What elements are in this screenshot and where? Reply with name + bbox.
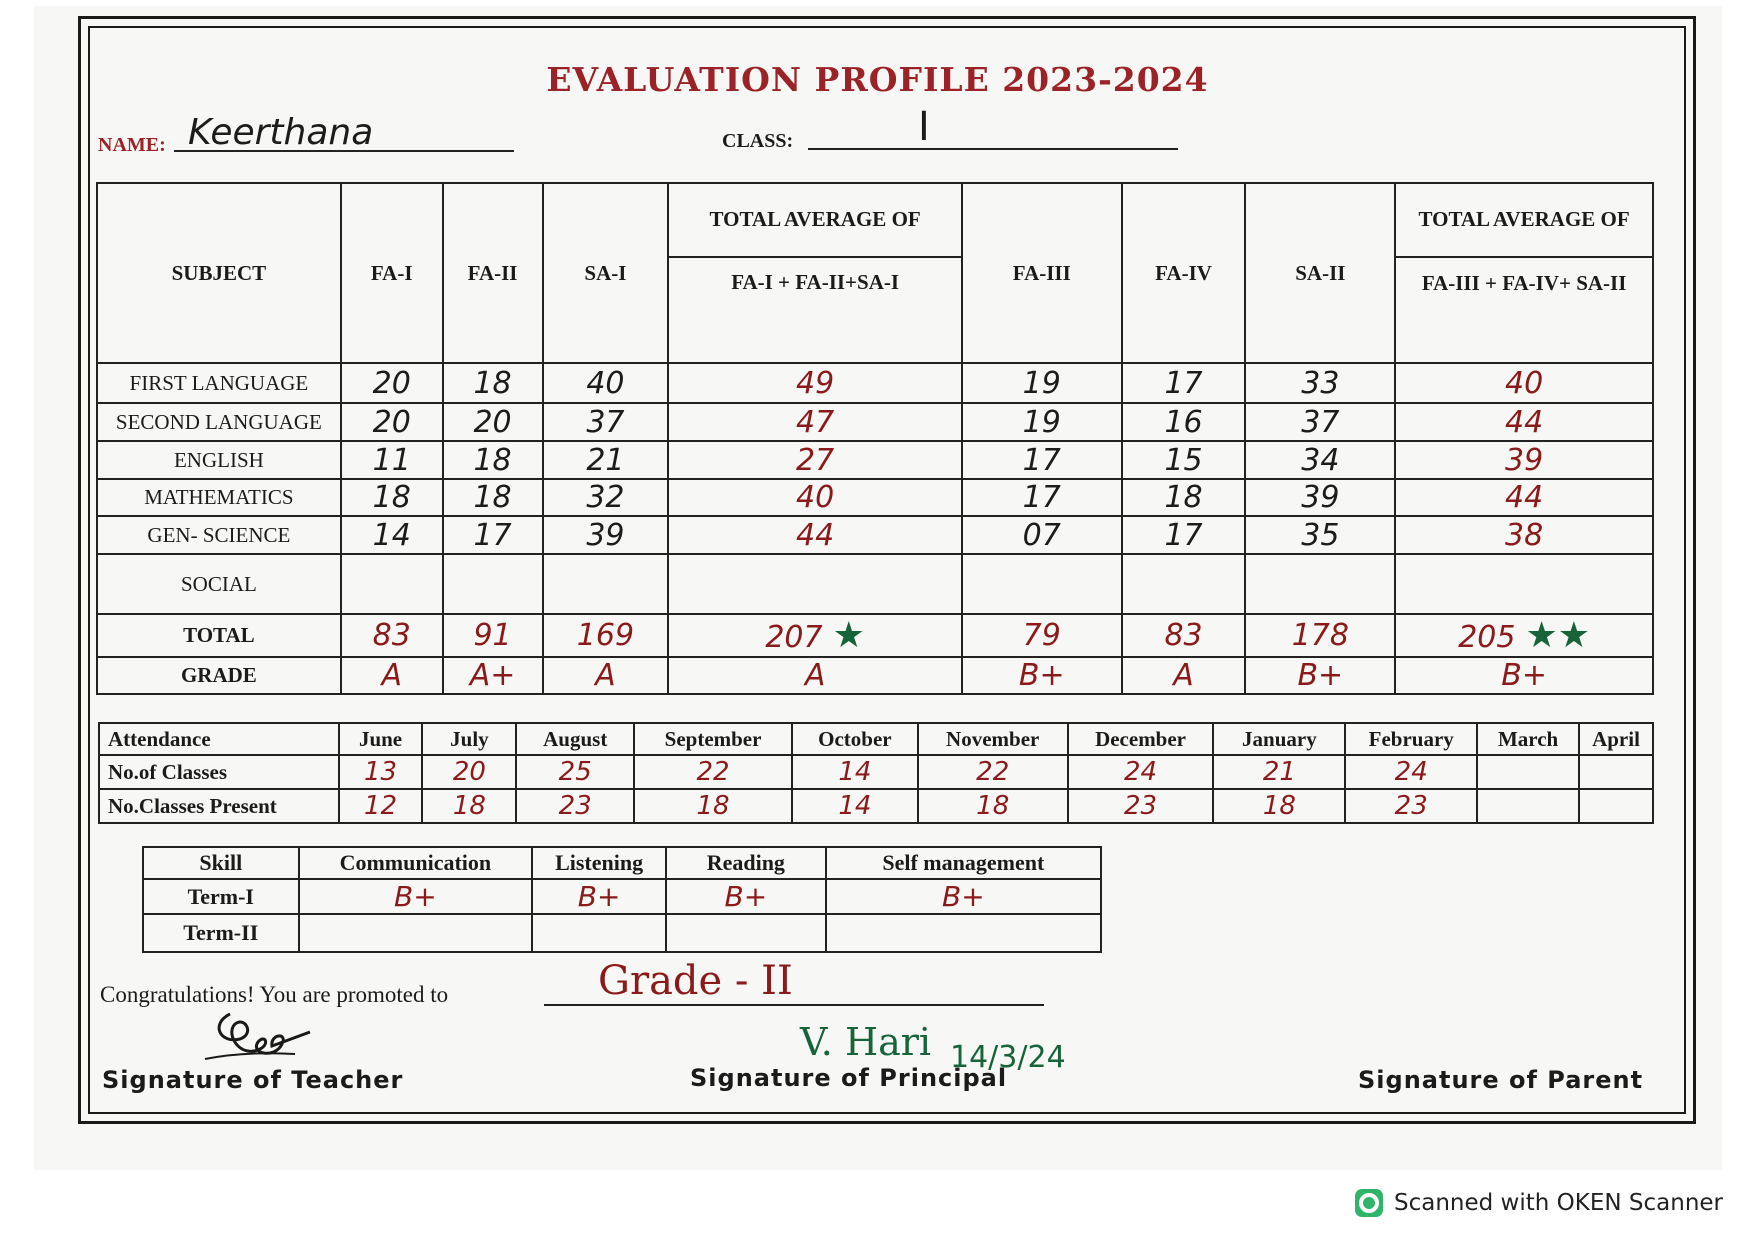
skill-column-header: Self management xyxy=(826,847,1101,879)
classes-label: No.of Classes xyxy=(99,755,339,789)
total-cell-sa1 xyxy=(543,614,669,657)
month-header: June xyxy=(339,723,423,755)
present-cell: 18 xyxy=(634,789,792,823)
mark-cell-fa2: 17 xyxy=(443,516,543,554)
total-value-fa1: 83 xyxy=(372,618,411,653)
mark-cell-sa2: 35 xyxy=(1245,516,1395,554)
month-header: January xyxy=(1213,723,1345,755)
name-label: NAME: xyxy=(98,134,166,156)
month-header: August xyxy=(516,723,634,755)
term1-label: Term-I xyxy=(143,879,299,914)
subject-name: MATHEMATICS xyxy=(97,479,341,516)
teacher-signature-icon xyxy=(200,1004,320,1074)
marks-row xyxy=(97,479,1653,516)
present-cell: 18 xyxy=(918,789,1068,823)
term2-label: Term-II xyxy=(143,914,299,952)
class-label: CLASS: xyxy=(722,130,794,152)
subject-name: SOCIAL xyxy=(97,554,341,614)
mark-cell-avg1: 40 xyxy=(668,479,962,516)
total-cell-fa2 xyxy=(443,614,543,657)
grade-cell-avg1 xyxy=(668,657,962,694)
total-value-fa4: 83 xyxy=(1164,618,1203,653)
classes-cell: 14 xyxy=(792,755,918,789)
mark-cell-fa1 xyxy=(341,554,443,614)
grade-value-sa1: A xyxy=(595,658,616,693)
mark-cell-sa1: 39 xyxy=(543,516,669,554)
grade-cell-sa2 xyxy=(1245,657,1395,694)
mark-cell-avg2: 44 xyxy=(1395,403,1653,441)
mark-cell-fa3: 19 xyxy=(962,403,1122,441)
mark-cell-avg1: 49 xyxy=(668,363,962,403)
grade-value-fa4: A xyxy=(1173,658,1194,693)
parent-signature-label: Signature of Parent xyxy=(1358,1066,1644,1094)
mark-cell-fa4: 15 xyxy=(1122,441,1246,479)
scanner-watermark xyxy=(1354,1188,1723,1218)
mark-cell-avg1: 44 xyxy=(668,516,962,554)
present-cell: 18 xyxy=(1213,789,1345,823)
grade-cell-fa2 xyxy=(443,657,543,694)
name-value: Keerthana xyxy=(188,112,374,153)
present-cell: 18 xyxy=(422,789,516,823)
total-row xyxy=(97,614,1653,657)
mark-cell-sa2 xyxy=(1245,554,1395,614)
header-total-avg-1-formula: FA-I + FA-II+SA-I xyxy=(668,257,962,363)
present-cell: 23 xyxy=(516,789,634,823)
skill-table xyxy=(142,846,1102,953)
promotion-text: Congratulations! You are promoted to xyxy=(100,982,449,1007)
header-total-avg-2-formula: FA-III + FA-IV+ SA-II xyxy=(1395,257,1653,363)
term2-skill-grade xyxy=(532,914,666,952)
mark-cell-fa4: 16 xyxy=(1122,403,1246,441)
mark-cell-fa4: 17 xyxy=(1122,363,1246,403)
grade-cell-fa4 xyxy=(1122,657,1246,694)
subject-name: SECOND LANGUAGE xyxy=(97,403,341,441)
classes-cell: 22 xyxy=(918,755,1068,789)
class-underline xyxy=(808,148,1178,150)
total-value-avg1: 207 xyxy=(765,620,823,655)
mark-cell-fa1: 18 xyxy=(341,479,443,516)
mark-cell-sa1: 32 xyxy=(543,479,669,516)
classes-cell: 13 xyxy=(339,755,423,789)
term2-skill-grade xyxy=(666,914,826,952)
month-header: December xyxy=(1068,723,1214,755)
term1-skill-grade: B+ xyxy=(299,879,533,914)
total-value-sa1: 169 xyxy=(576,618,635,653)
month-header: October xyxy=(792,723,918,755)
mark-cell-sa2: 39 xyxy=(1245,479,1395,516)
total-value-avg2: 205 xyxy=(1458,620,1516,655)
marks-row xyxy=(97,516,1653,554)
total-cell-fa4 xyxy=(1122,614,1246,657)
subject-name: ENGLISH xyxy=(97,441,341,479)
marks-row xyxy=(97,554,1653,614)
month-header: July xyxy=(422,723,516,755)
header-subject: SUBJECT xyxy=(97,183,341,363)
header-fa1: FA-I xyxy=(341,183,443,363)
mark-cell-avg2: 38 xyxy=(1395,516,1653,554)
mark-cell-fa1: 11 xyxy=(341,441,443,479)
mark-cell-fa4: 18 xyxy=(1122,479,1246,516)
month-header: February xyxy=(1345,723,1477,755)
total-cell-fa3 xyxy=(962,614,1122,657)
mark-cell-sa1: 37 xyxy=(543,403,669,441)
mark-cell-sa1: 21 xyxy=(543,441,669,479)
total-cell-fa1 xyxy=(341,614,443,657)
mark-cell-fa3: 17 xyxy=(962,441,1122,479)
mark-cell-fa1: 20 xyxy=(341,363,443,403)
mark-cell-sa1: 40 xyxy=(543,363,669,403)
total-value-fa3: 79 xyxy=(1022,618,1061,653)
mark-cell-avg1 xyxy=(668,554,962,614)
class-value: I xyxy=(918,104,930,150)
month-header: April xyxy=(1579,723,1653,755)
present-cell: 14 xyxy=(792,789,918,823)
month-header: March xyxy=(1477,723,1579,755)
term2-skill-grade xyxy=(299,914,533,952)
promotion-value: Grade - II xyxy=(598,958,793,1004)
mark-cell-fa2: 18 xyxy=(443,363,543,403)
principal-signature-label: Signature of Principal xyxy=(690,1064,1008,1092)
classes-cell: 22 xyxy=(634,755,792,789)
header-total-avg-1: TOTAL AVERAGE OF xyxy=(668,183,962,257)
subject-name: GEN- SCIENCE xyxy=(97,516,341,554)
mark-cell-fa2 xyxy=(443,554,543,614)
header-total-avg-2: TOTAL AVERAGE OF xyxy=(1395,183,1653,257)
classes-cell xyxy=(1579,755,1653,789)
mark-cell-fa2: 18 xyxy=(443,479,543,516)
mark-cell-fa3 xyxy=(962,554,1122,614)
subject-name: FIRST LANGUAGE xyxy=(97,363,341,403)
marks-row xyxy=(97,363,1653,403)
header-sa1: SA-I xyxy=(543,183,669,363)
marks-row xyxy=(97,441,1653,479)
grade-cell-avg2 xyxy=(1395,657,1653,694)
present-cell: 12 xyxy=(339,789,423,823)
classes-cell: 24 xyxy=(1068,755,1214,789)
mark-cell-fa1: 14 xyxy=(341,516,443,554)
grade-value-fa2: A+ xyxy=(469,658,516,693)
header-sa2: SA-II xyxy=(1245,183,1395,363)
mark-cell-avg1: 47 xyxy=(668,403,962,441)
skill-column-header: Communication xyxy=(299,847,533,879)
term1-skill-grade: B+ xyxy=(826,879,1101,914)
attendance-table xyxy=(98,722,1654,824)
grade-value-avg1: A xyxy=(804,658,826,693)
mark-cell-fa4 xyxy=(1122,554,1246,614)
grade-cell-sa1 xyxy=(543,657,669,694)
grade-cell-fa3 xyxy=(962,657,1122,694)
skill-header-label: Skill xyxy=(143,847,299,879)
principal-date: 14/3/24 xyxy=(950,1040,1066,1075)
header-fa4: FA-IV xyxy=(1122,183,1246,363)
term1-skill-grade: B+ xyxy=(666,879,826,914)
grade-row xyxy=(97,657,1653,694)
skill-column-header: Listening xyxy=(532,847,666,879)
marks-table xyxy=(96,182,1654,695)
mark-cell-sa2: 33 xyxy=(1245,363,1395,403)
mark-cell-fa3: 17 xyxy=(962,479,1122,516)
mark-cell-fa1: 20 xyxy=(341,403,443,441)
header-fa3: FA-III xyxy=(962,183,1122,363)
classes-cell: 21 xyxy=(1213,755,1345,789)
total-cell-sa2 xyxy=(1245,614,1395,657)
total-value-sa2: 178 xyxy=(1291,618,1349,653)
classes-cell: 24 xyxy=(1345,755,1477,789)
star-mark-icon: ★ xyxy=(832,615,865,656)
present-cell: 23 xyxy=(1068,789,1214,823)
total-cell-avg1 xyxy=(668,614,962,657)
mark-cell-avg1: 27 xyxy=(668,441,962,479)
mark-cell-avg2: 44 xyxy=(1395,479,1653,516)
classes-cell: 20 xyxy=(422,755,516,789)
month-header: November xyxy=(918,723,1068,755)
mark-cell-sa2: 34 xyxy=(1245,441,1395,479)
grade-value-avg2: B+ xyxy=(1501,658,1547,693)
scanner-logo-icon xyxy=(1354,1188,1384,1218)
scanner-text: Scanned with OKEN Scanner xyxy=(1394,1190,1723,1216)
present-cell xyxy=(1477,789,1579,823)
present-cell xyxy=(1579,789,1653,823)
month-header: September xyxy=(634,723,792,755)
classes-cell: 25 xyxy=(516,755,634,789)
present-label: No.Classes Present xyxy=(99,789,339,823)
mark-cell-fa3: 19 xyxy=(962,363,1122,403)
mark-cell-avg2: 40 xyxy=(1395,363,1653,403)
mark-cell-avg2 xyxy=(1395,554,1653,614)
principal-signature: V. Hari xyxy=(800,1020,932,1064)
grade-label: GRADE xyxy=(97,657,341,694)
attendance-header-label: Attendance xyxy=(99,723,339,755)
marks-row xyxy=(97,403,1653,441)
total-label: TOTAL xyxy=(97,614,341,657)
mark-cell-fa2: 18 xyxy=(443,441,543,479)
grade-value-sa2: B+ xyxy=(1297,658,1344,693)
promotion-underline xyxy=(544,1004,1044,1006)
total-value-fa2: 91 xyxy=(473,618,512,653)
grade-value-fa3: B+ xyxy=(1018,658,1065,693)
classes-cell xyxy=(1477,755,1579,789)
page-title: EVALUATION PROFILE 2023-2024 xyxy=(546,60,1209,99)
present-cell: 23 xyxy=(1345,789,1477,823)
mark-cell-avg2: 39 xyxy=(1395,441,1653,479)
grade-value-fa1: A xyxy=(381,658,402,693)
mark-cell-sa1 xyxy=(543,554,669,614)
grade-cell-fa1 xyxy=(341,657,443,694)
mark-cell-fa2: 20 xyxy=(443,403,543,441)
star-mark-icon: ★★ xyxy=(1525,615,1591,656)
term2-skill-grade xyxy=(826,914,1101,952)
skill-column-header: Reading xyxy=(666,847,826,879)
mark-cell-fa4: 17 xyxy=(1122,516,1246,554)
mark-cell-fa3: 07 xyxy=(962,516,1122,554)
teacher-signature-label: Signature of Teacher xyxy=(102,1066,404,1094)
term1-skill-grade: B+ xyxy=(532,879,666,914)
mark-cell-sa2: 37 xyxy=(1245,403,1395,441)
header-fa2: FA-II xyxy=(443,183,543,363)
total-cell-avg2 xyxy=(1395,614,1653,657)
